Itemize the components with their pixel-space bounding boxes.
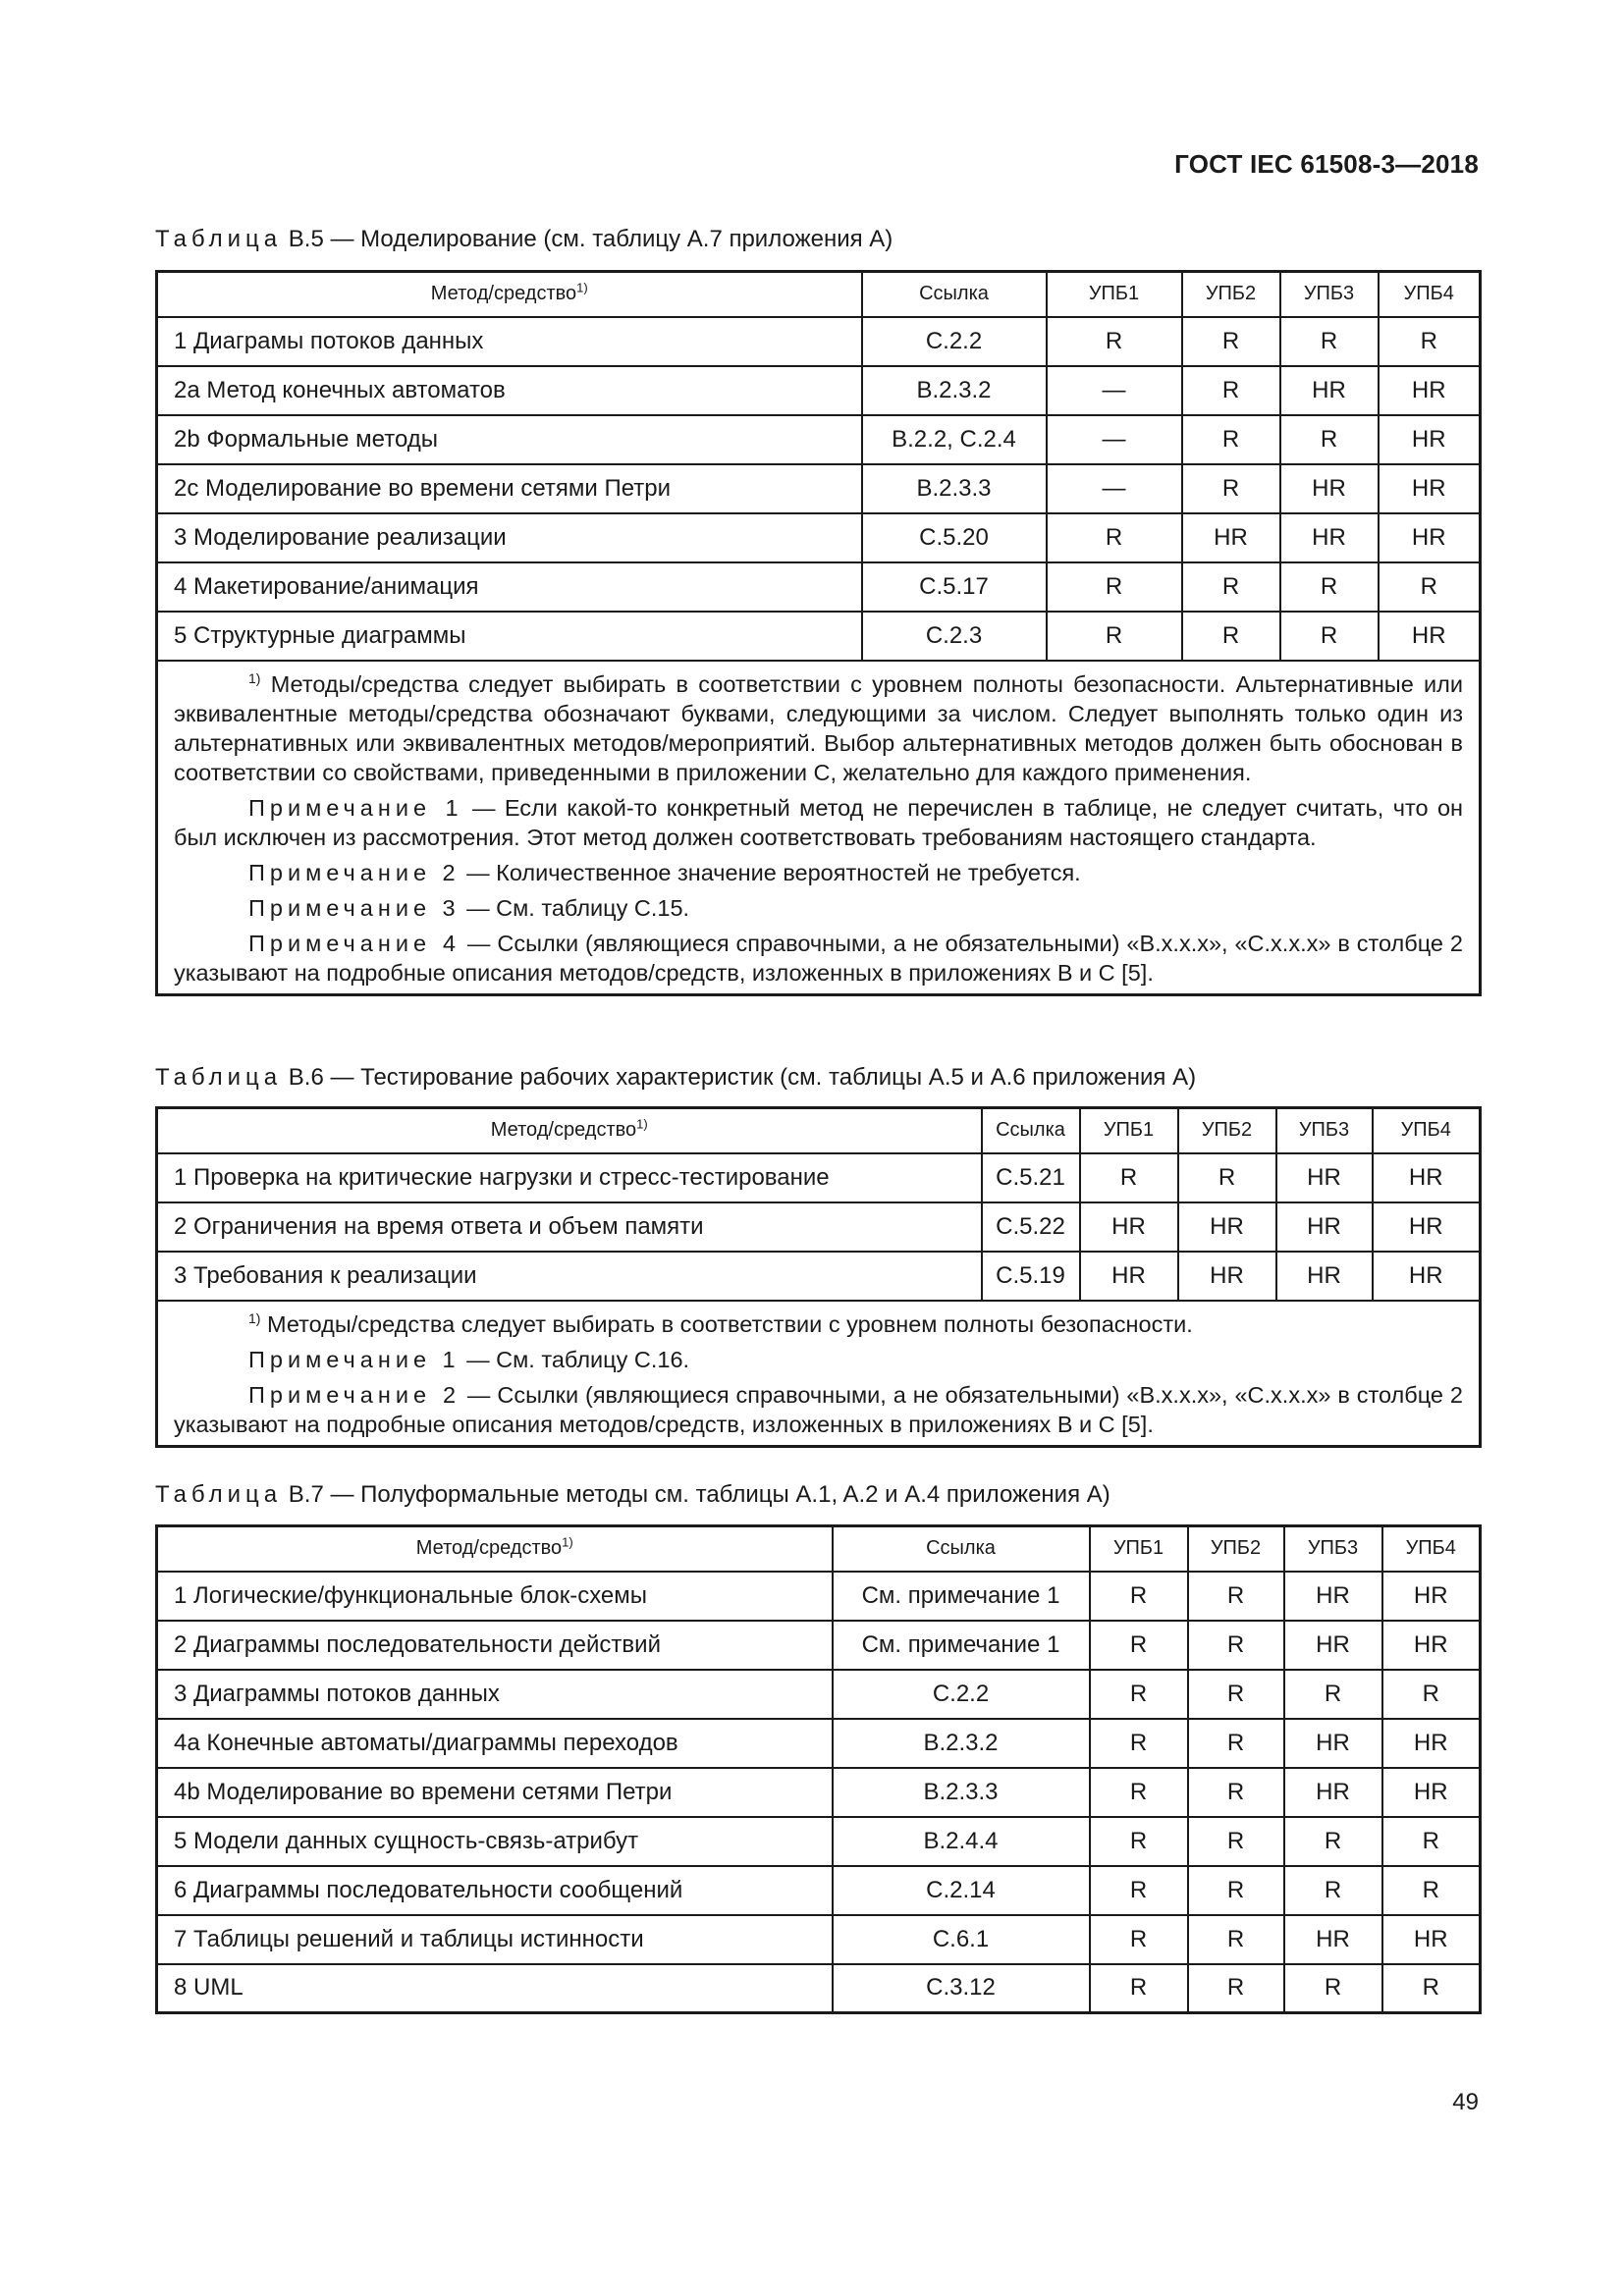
- ref-cell: B.2.3.2: [862, 366, 1047, 415]
- table-b6-notes-row: [157, 1301, 1481, 1447]
- ref-cell: C.2.14: [833, 1866, 1090, 1915]
- footnote: $^{1)}$ Методы/средства следует выбирать в соответствии с уровнем полноты безопасности. Альтернативные или эквивалентные методы/средства обозначают буквами, следующими за числом. Следует выполнять только один из альтернативных или эквивалентных методов/мероприятий. Выбор альтернативных методов должен быть обоснован в соответствии со свойствами, приведенными в приложении С, желательно для каждого применения.: [174, 669, 1463, 785]
- upb1-cell: R: [1080, 1153, 1178, 1202]
- page-number: 49: [1452, 2089, 1479, 2115]
- note-1: Примечание 1 — Если какой-то конкретный метод не перечислен в таблице, не следует считать, что он был исключен из рассмотрения. Этот метод должен соответствовать требованиям настоящего стандарта.: [174, 794, 1464, 850]
- upb3-cell: R: [1280, 317, 1379, 366]
- column-header-upb2: УПБ2: [1178, 1108, 1276, 1153]
- upb1-cell: R: [1047, 612, 1182, 661]
- table-row: [157, 1964, 1481, 2013]
- table-row: [157, 1670, 1481, 1719]
- table-row: [157, 612, 1481, 661]
- ref-cell: См. примечание 1: [833, 1572, 1090, 1621]
- upb1-cell: R: [1090, 1670, 1188, 1719]
- table-row: [157, 464, 1481, 513]
- column-header-upb4: УПБ4: [1373, 1108, 1481, 1153]
- ref-cell: B.2.3.3: [833, 1768, 1090, 1817]
- table-row: [157, 513, 1481, 562]
- upb4-cell: HR: [1379, 464, 1481, 513]
- column-header-method: Метод/средство$^{1)}$: [157, 272, 862, 317]
- table-b6-caption-label: Таблица: [155, 1064, 283, 1091]
- column-header-upb3: УПБ3: [1284, 1526, 1382, 1572]
- table-row: [157, 1153, 1481, 1202]
- upb1-cell: R: [1047, 317, 1182, 366]
- method-cell: 4 Макетирование/анимация: [157, 562, 862, 612]
- upb3-cell: HR: [1284, 1719, 1382, 1768]
- upb2-cell: R: [1182, 317, 1280, 366]
- method-cell: 3 Требования к реализации: [157, 1252, 982, 1301]
- method-cell: 5 Модели данных сущность-связь-атрибут: [157, 1817, 833, 1866]
- upb4-cell: HR: [1382, 1719, 1481, 1768]
- upb2-cell: R: [1188, 1964, 1284, 2013]
- table-row: [157, 1768, 1481, 1817]
- upb2-cell: R: [1188, 1768, 1284, 1817]
- table-b5: [155, 270, 1482, 996]
- upb1-cell: R: [1090, 1915, 1188, 1964]
- method-cell: 6 Диаграммы последовательности сообщений: [157, 1866, 833, 1915]
- table-row: [157, 1252, 1481, 1301]
- upb4-cell: R: [1382, 1964, 1481, 2013]
- upb1-cell: R: [1090, 1964, 1188, 2013]
- upb4-cell: R: [1382, 1817, 1481, 1866]
- column-header-upb2: УПБ2: [1188, 1526, 1284, 1572]
- method-cell: 2b Формальные методы: [157, 415, 862, 464]
- upb4-cell: HR: [1382, 1572, 1481, 1621]
- table-b6-caption: [155, 1063, 1196, 1093]
- column-header-ref: Ссылка: [982, 1108, 1080, 1153]
- table-b7-caption: [155, 1480, 1110, 1510]
- upb1-cell: R: [1090, 1621, 1188, 1670]
- upb4-cell: HR: [1382, 1768, 1481, 1817]
- column-header-upb1: УПБ1: [1080, 1108, 1178, 1153]
- upb2-cell: R: [1188, 1670, 1284, 1719]
- table-row: [157, 366, 1481, 415]
- upb1-cell: —: [1047, 415, 1182, 464]
- ref-cell: C.5.21: [982, 1153, 1080, 1202]
- table-row: [157, 1866, 1481, 1915]
- upb2-cell: R: [1188, 1621, 1284, 1670]
- ref-cell: B.2.3.3: [862, 464, 1047, 513]
- method-cell: 8 UML: [157, 1964, 833, 2013]
- upb3-cell: HR: [1276, 1252, 1373, 1301]
- upb4-cell: R: [1379, 317, 1481, 366]
- table-b7-header-row: [157, 1526, 1481, 1572]
- ref-cell: C.2.3: [862, 612, 1047, 661]
- upb3-cell: HR: [1284, 1768, 1382, 1817]
- table-b7-caption-title: B.7 — Полуформальные методы см. таблицы A.1, A.2 и A.4 приложения A): [282, 1481, 1110, 1508]
- method-cell: 2a Метод конечных автоматов: [157, 366, 862, 415]
- upb2-cell: R: [1182, 562, 1280, 612]
- upb2-cell: R: [1188, 1719, 1284, 1768]
- column-header-ref: Ссылка: [862, 272, 1047, 317]
- column-header-method: Метод/средство$^{1)}$: [157, 1108, 982, 1153]
- upb3-cell: HR: [1284, 1915, 1382, 1964]
- table-row: [157, 317, 1481, 366]
- note-3: Примечание 3 — См. таблицу С.15.: [248, 894, 690, 921]
- table-row: [157, 1719, 1481, 1768]
- ref-cell: C.5.19: [982, 1252, 1080, 1301]
- upb3-cell: HR: [1280, 366, 1379, 415]
- upb3-cell: R: [1284, 1866, 1382, 1915]
- ref-cell: B.2.2, C.2.4: [862, 415, 1047, 464]
- method-cell: 1 Логические/функциональные блок-схемы: [157, 1572, 833, 1621]
- upb3-cell: HR: [1280, 464, 1379, 513]
- note-4: Примечание 4 — Ссылки (являющиеся справочными, а не обязательными) «В.х.х.х», «С.х.х.х» в столбце 2 указывают на подробные описания методов/средств, изложенных в приложениях В и С [5].: [174, 930, 1463, 986]
- upb4-cell: R: [1379, 562, 1481, 612]
- column-header-upb1: УПБ1: [1047, 272, 1182, 317]
- upb3-cell: HR: [1276, 1202, 1373, 1252]
- ref-cell: C.5.20: [862, 513, 1047, 562]
- method-cell: 4a Конечные автоматы/диаграммы переходов: [157, 1719, 833, 1768]
- upb4-cell: R: [1382, 1866, 1481, 1915]
- upb3-cell: HR: [1284, 1572, 1382, 1621]
- upb3-cell: R: [1284, 1964, 1382, 2013]
- note-2: Примечание 2 — Ссылки (являющиеся справочными, а не обязательными) «В.х.х.х», «С.х.х.х» в столбце 2 указывают на подробные описания методов/средств, изложенных в приложениях В и С [5].: [174, 1381, 1463, 1437]
- upb2-cell: R: [1178, 1153, 1276, 1202]
- upb1-cell: R: [1090, 1866, 1188, 1915]
- ref-cell: C.2.2: [833, 1670, 1090, 1719]
- table-b6-caption-title: B.6 — Тестирование рабочих характеристик (см. таблицы A.5 и A.6 приложения A): [282, 1064, 1197, 1091]
- table-b5-caption-title: B.5 — Моделирование (см. таблицу A.7 приложения A): [282, 226, 893, 252]
- upb1-cell: R: [1090, 1817, 1188, 1866]
- upb2-cell: R: [1182, 415, 1280, 464]
- upb1-cell: HR: [1080, 1252, 1178, 1301]
- upb3-cell: R: [1280, 562, 1379, 612]
- table-row: [157, 562, 1481, 612]
- method-cell: 7 Таблицы решений и таблицы истинности: [157, 1915, 833, 1964]
- method-cell: 2c Моделирование во времени сетями Петри: [157, 464, 862, 513]
- table-row: [157, 1202, 1481, 1252]
- column-header-method: Метод/средство$^{1)}$: [157, 1526, 833, 1572]
- ref-cell: B.2.4.4: [833, 1817, 1090, 1866]
- table-b5-caption: [155, 225, 893, 254]
- upb3-cell: R: [1280, 415, 1379, 464]
- upb2-cell: R: [1182, 612, 1280, 661]
- column-header-upb4: УПБ4: [1379, 272, 1481, 317]
- upb3-cell: HR: [1276, 1153, 1373, 1202]
- method-cell: 3 Моделирование реализации: [157, 513, 862, 562]
- column-header-upb2: УПБ2: [1182, 272, 1280, 317]
- upb4-cell: R: [1382, 1670, 1481, 1719]
- ref-cell: C.5.17: [862, 562, 1047, 612]
- upb2-cell: R: [1188, 1915, 1284, 1964]
- ref-cell: C.6.1: [833, 1915, 1090, 1964]
- column-header-upb3: УПБ3: [1276, 1108, 1373, 1153]
- upb3-cell: R: [1284, 1817, 1382, 1866]
- upb1-cell: R: [1047, 562, 1182, 612]
- ref-cell: B.2.3.2: [833, 1719, 1090, 1768]
- method-cell: 1 Диаграмы потоков данных: [157, 317, 862, 366]
- method-cell: 2 Ограничения на время ответа и объем памяти: [157, 1202, 982, 1252]
- table-b5-notes-row: [157, 661, 1481, 995]
- upb2-cell: HR: [1178, 1252, 1276, 1301]
- column-header-upb1: УПБ1: [1090, 1526, 1188, 1572]
- upb4-cell: HR: [1382, 1915, 1481, 1964]
- upb3-cell: R: [1284, 1670, 1382, 1719]
- table-b5-caption-label: Таблица: [155, 226, 283, 252]
- upb4-cell: HR: [1373, 1252, 1481, 1301]
- footnote: $^{1)}$ Методы/средства следует выбирать в соответствии с уровнем полноты безопасности.: [248, 1309, 1193, 1337]
- upb3-cell: HR: [1284, 1621, 1382, 1670]
- upb2-cell: HR: [1178, 1202, 1276, 1252]
- method-cell: 4b Моделирование во времени сетями Петри: [157, 1768, 833, 1817]
- table-b6-notes: [157, 1301, 1481, 1447]
- table-b6-header-row: [157, 1108, 1481, 1153]
- upb2-cell: R: [1188, 1817, 1284, 1866]
- upb2-cell: R: [1182, 366, 1280, 415]
- upb4-cell: HR: [1373, 1202, 1481, 1252]
- table-b6: [155, 1106, 1482, 1448]
- table-b5-header-row: [157, 272, 1481, 317]
- upb1-cell: R: [1047, 513, 1182, 562]
- table-row: [157, 1572, 1481, 1621]
- ref-cell: См. примечание 1: [833, 1621, 1090, 1670]
- method-cell: 3 Диаграммы потоков данных: [157, 1670, 833, 1719]
- upb2-cell: R: [1188, 1866, 1284, 1915]
- method-cell: 1 Проверка на критические нагрузки и стресс-тестирование: [157, 1153, 982, 1202]
- column-header-upb3: УПБ3: [1280, 272, 1379, 317]
- upb1-cell: —: [1047, 464, 1182, 513]
- note-1: Примечание 1 — См. таблицу С.16.: [248, 1346, 690, 1372]
- upb1-cell: R: [1090, 1768, 1188, 1817]
- upb1-cell: HR: [1080, 1202, 1178, 1252]
- ref-cell: C.3.12: [833, 1964, 1090, 2013]
- upb4-cell: HR: [1379, 415, 1481, 464]
- method-cell: 2 Диаграммы последовательности действий: [157, 1621, 833, 1670]
- upb4-cell: HR: [1379, 366, 1481, 415]
- upb1-cell: —: [1047, 366, 1182, 415]
- upb1-cell: R: [1090, 1572, 1188, 1621]
- column-header-upb4: УПБ4: [1382, 1526, 1481, 1572]
- table-row: [157, 1817, 1481, 1866]
- table-row: [157, 415, 1481, 464]
- note-2: Примечание 2 — Количественное значение вероятностей не требуется.: [248, 859, 1081, 885]
- table-row: [157, 1915, 1481, 1964]
- upb3-cell: R: [1280, 612, 1379, 661]
- upb4-cell: HR: [1373, 1153, 1481, 1202]
- table-row: [157, 1621, 1481, 1670]
- upb1-cell: R: [1090, 1719, 1188, 1768]
- method-cell: 5 Структурные диаграммы: [157, 612, 862, 661]
- upb2-cell: R: [1188, 1572, 1284, 1621]
- column-header-ref: Ссылка: [833, 1526, 1090, 1572]
- document-header: ГОСТ IEC 61508-3—2018: [1174, 149, 1479, 179]
- table-b5-notes: [157, 661, 1481, 995]
- upb2-cell: HR: [1182, 513, 1280, 562]
- ref-cell: C.2.2: [862, 317, 1047, 366]
- upb4-cell: HR: [1379, 513, 1481, 562]
- ref-cell: C.5.22: [982, 1202, 1080, 1252]
- upb2-cell: R: [1182, 464, 1280, 513]
- table-b7: [155, 1524, 1482, 2014]
- upb4-cell: HR: [1382, 1621, 1481, 1670]
- upb4-cell: HR: [1379, 612, 1481, 661]
- table-b7-caption-label: Таблица: [155, 1481, 283, 1508]
- upb3-cell: HR: [1280, 513, 1379, 562]
